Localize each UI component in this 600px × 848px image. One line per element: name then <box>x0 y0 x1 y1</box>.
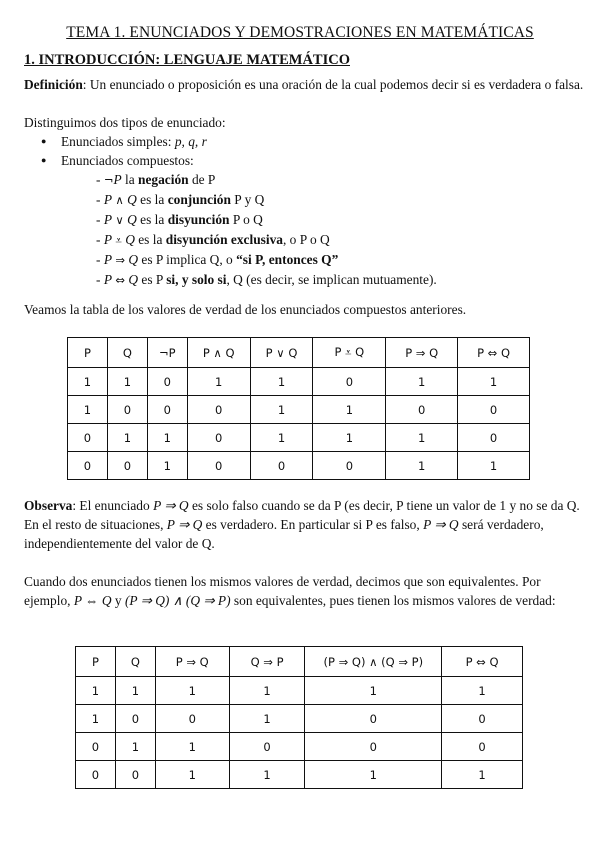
table-cell: 1 <box>155 733 229 761</box>
table-cell: 1 <box>229 677 305 705</box>
table-row <box>76 677 523 705</box>
page-title: TEMA 1. ENUNCIADOS Y DEMOSTRACIONES EN MATEMÁTICAS <box>66 24 534 41</box>
column-header: P <box>76 647 116 677</box>
table-cell: 1 <box>458 452 530 480</box>
table-cell: 1 <box>313 424 386 452</box>
table-cell: 1 <box>147 424 187 452</box>
table-header-row <box>68 338 530 368</box>
table-cell: 0 <box>76 761 116 789</box>
truth-table-1 <box>67 337 530 480</box>
observa-paragraph: Observa: El enunciado P ⇒ Q es solo falso cuando se da P (es decir, P tiene un valor de 1 y no se da Q. En el resto de situaciones, P ⇒ Q es verdadero. En particular si P es falso, P ⇒ Q será verdadero, independientemente del valor de Q. <box>24 498 580 551</box>
column-header: P ∨ Q <box>250 338 313 368</box>
types-intro: Distinguimos dos tipos de enunciado: <box>24 115 226 130</box>
table-cell: 1 <box>187 368 250 396</box>
definition-text: : Un enunciado o proposición es una oración de la cual podemos decir si es verdadera o falsa. <box>82 77 584 92</box>
table-header-row <box>76 647 523 677</box>
table-cell: 0 <box>115 761 155 789</box>
table-cell: 1 <box>68 368 108 396</box>
column-header: Q <box>107 338 147 368</box>
table-cell: 0 <box>229 733 305 761</box>
table-cell: 1 <box>229 761 305 789</box>
table-cell: 0 <box>115 705 155 733</box>
compound-item-negation: - ¬P la negación de P <box>96 172 216 187</box>
table-cell: 1 <box>386 424 458 452</box>
table-cell: 1 <box>442 761 523 789</box>
table-cell: 0 <box>147 396 187 424</box>
table-cell: 1 <box>76 677 116 705</box>
table-cell: 0 <box>187 452 250 480</box>
table-cell: 0 <box>313 368 386 396</box>
table-cell: 1 <box>313 396 386 424</box>
simple-vars: p, q, r <box>174 134 207 149</box>
compound-item-disjunction: - P ∨ Q es la disyunción P o Q <box>96 212 263 227</box>
table-row <box>76 705 523 733</box>
table-cell: 1 <box>107 424 147 452</box>
table-cell: 1 <box>115 733 155 761</box>
table-cell: 0 <box>155 705 229 733</box>
table-row <box>68 424 530 452</box>
table-cell: 1 <box>305 761 442 789</box>
table-cell: 1 <box>76 705 116 733</box>
definition-paragraph <box>24 75 584 94</box>
table-cell: 1 <box>442 677 523 705</box>
column-header: ¬P <box>147 338 187 368</box>
table-cell: 0 <box>458 396 530 424</box>
compound-list <box>96 170 437 290</box>
table-cell: 0 <box>76 733 116 761</box>
observa-label: Observa <box>24 498 73 513</box>
table-cell: 0 <box>305 705 442 733</box>
table-cell: 0 <box>250 452 313 480</box>
compound-item-implication: - P ⇒ Q es P implica Q, o “si P, entonces Q” <box>96 252 339 267</box>
table-cell: 1 <box>386 452 458 480</box>
compound-label: Enunciados compuestos: <box>61 153 194 168</box>
table-cell: 0 <box>68 424 108 452</box>
column-header: P ⇒ Q <box>386 338 458 368</box>
table-cell: 0 <box>458 424 530 452</box>
column-header: (P ⇒ Q) ∧ (Q ⇒ P) <box>305 647 442 677</box>
table-cell: 0 <box>386 396 458 424</box>
column-header: Q ⇒ P <box>229 647 305 677</box>
table-cell: 1 <box>147 452 187 480</box>
table-cell: 1 <box>155 761 229 789</box>
table-row <box>68 368 530 396</box>
table-row <box>68 452 530 480</box>
table-cell: 1 <box>250 396 313 424</box>
table-row <box>76 761 523 789</box>
table-cell: 1 <box>250 368 313 396</box>
equivalence-paragraph: Cuando dos enunciados tienen los mismos valores de verdad, decimos que son equivalentes. Por ejemplo, P ⇔ Q y (P ⇒ Q) ∧ (Q ⇒ P) son equivalentes, pues tienen los mismos valores de verdad: <box>24 574 556 608</box>
column-header: P ∧ Q <box>187 338 250 368</box>
column-header: P ⇒ Q <box>155 647 229 677</box>
section-heading: 1. INTRODUCCIÓN: LENGUAJE MATEMÁTICO <box>24 52 350 68</box>
compound-item-exclusive: - P ⩡ Q es la disyunción exclusiva, o P o Q <box>96 232 330 247</box>
table-cell: 1 <box>458 368 530 396</box>
table-cell: 1 <box>305 677 442 705</box>
table-cell: 0 <box>68 452 108 480</box>
table-cell: 1 <box>386 368 458 396</box>
table-cell: 0 <box>147 368 187 396</box>
table-cell: 0 <box>107 396 147 424</box>
compound-item-conjunction: - P ∧ Q es la conjunción P y Q <box>96 192 265 207</box>
table-cell: 0 <box>305 733 442 761</box>
table-cell: 1 <box>155 677 229 705</box>
table-cell: 1 <box>229 705 305 733</box>
column-header: P ⇔ Q <box>458 338 530 368</box>
list-item-compound <box>24 151 207 170</box>
simple-label: Enunciados simples: <box>61 134 175 149</box>
column-header: Q <box>115 647 155 677</box>
list-item-simple <box>24 132 207 151</box>
table-cell: 0 <box>442 705 523 733</box>
enunciado-types-list <box>24 132 207 170</box>
table-cell: 0 <box>313 452 386 480</box>
table-cell: 0 <box>107 452 147 480</box>
table-intro: Veamos la tabla de los valores de verdad de los enunciados compuestos anteriores. <box>24 302 467 317</box>
table-cell: 1 <box>250 424 313 452</box>
table-cell: 0 <box>187 424 250 452</box>
table-cell: 1 <box>68 396 108 424</box>
table-row <box>68 396 530 424</box>
truth-table-2 <box>75 646 523 789</box>
column-header: P <box>68 338 108 368</box>
table-cell: 1 <box>115 677 155 705</box>
compound-item-biconditional: - P ⇔ Q es P si, y solo si, Q (es decir, se implican mutuamente). <box>96 272 437 287</box>
definition-label: Definición <box>24 77 83 92</box>
column-header: P ⩡ Q <box>313 338 386 368</box>
table-cell: 1 <box>107 368 147 396</box>
table-row <box>76 733 523 761</box>
table-cell: 0 <box>187 396 250 424</box>
column-header: P ⇔ Q <box>442 647 523 677</box>
table-cell: 0 <box>442 733 523 761</box>
